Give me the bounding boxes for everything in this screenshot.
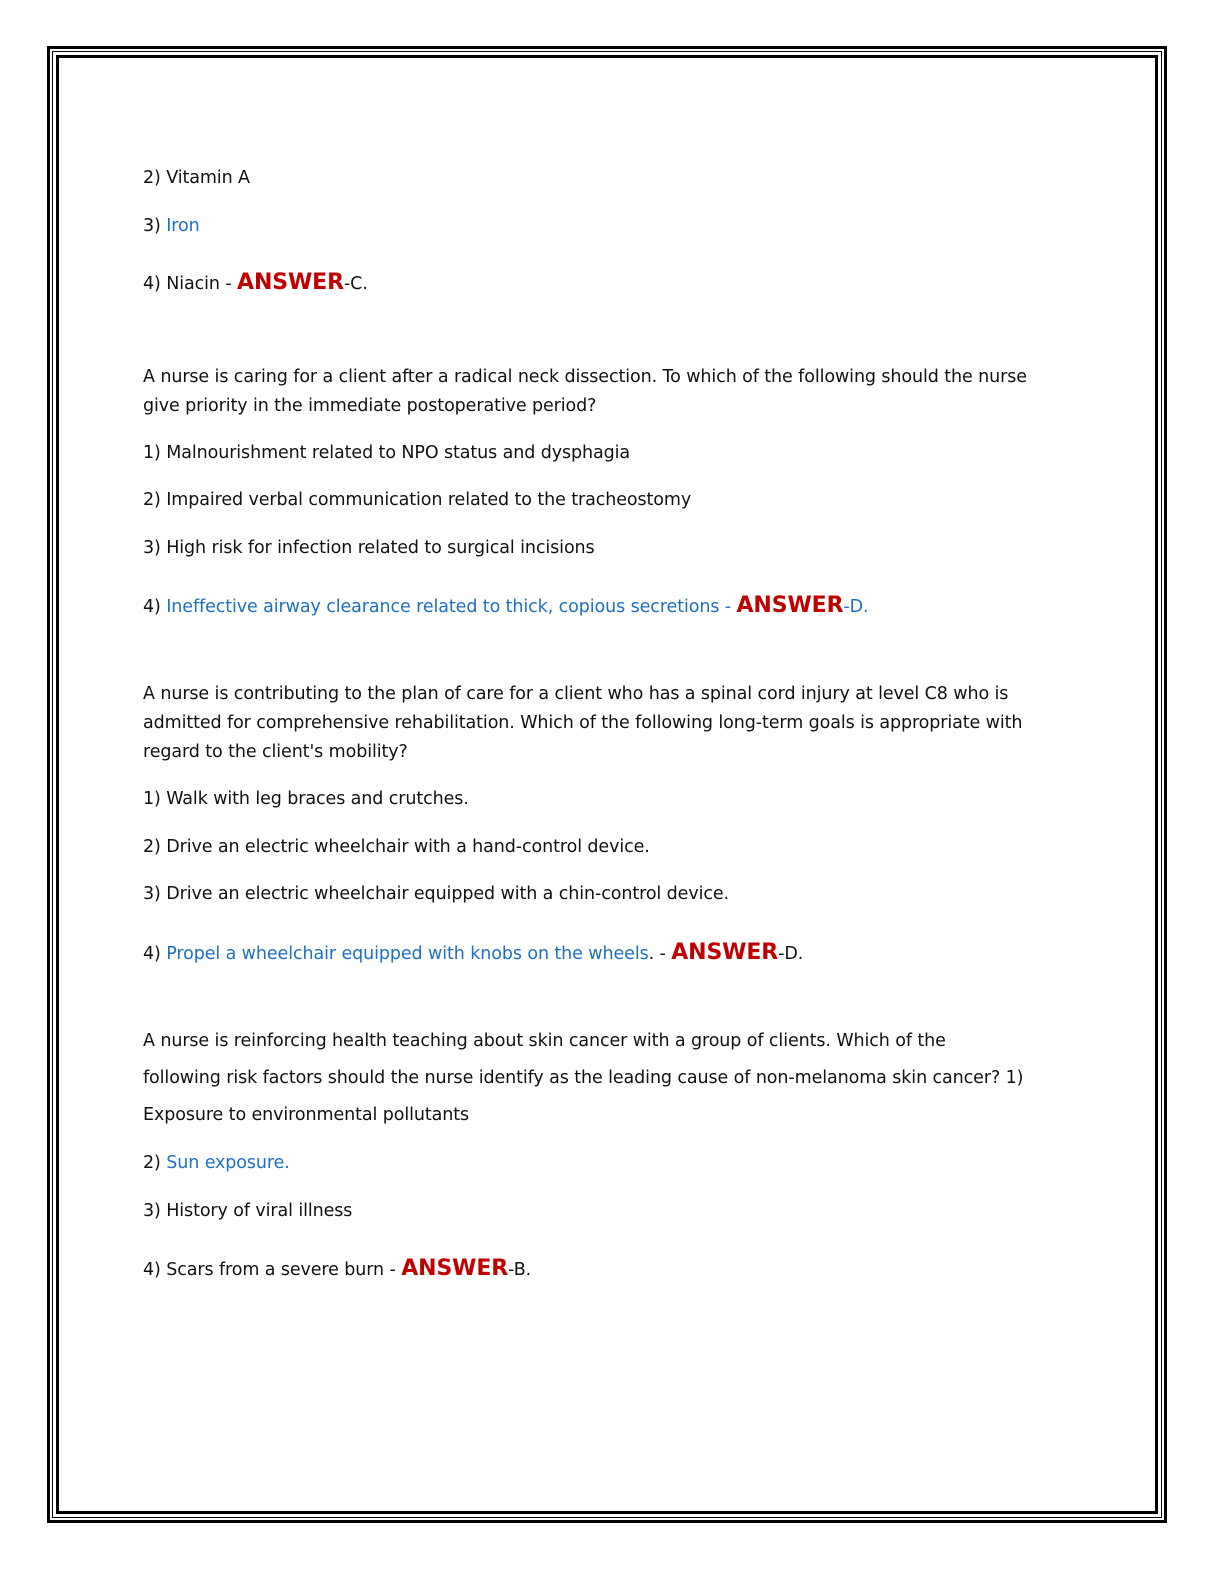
- prev-option-4: [143, 268, 368, 299]
- q3-option-4: [143, 1254, 531, 1285]
- q3-option-3: 3) History of viral illness: [143, 1201, 353, 1221]
- q1-option-2: 2) Impaired verbal communication related to the tracheostomy: [143, 490, 692, 510]
- answer-letter: -B.: [508, 1260, 532, 1280]
- q1-stem-line2: give priority in the immediate postoperative period?: [143, 396, 597, 416]
- prev-option-2: 2) Vitamin A: [143, 168, 250, 188]
- option-text: 4) Niacin -: [143, 274, 238, 294]
- q2-stem-line3: regard to the client's mobility?: [143, 742, 408, 762]
- option-separator: . -: [648, 944, 672, 964]
- q1-option-1: 1) Malnourishment related to NPO status and dysphagia: [143, 443, 630, 463]
- correct-option-text: Ineffective airway clearance related to thick, copious secretions -: [166, 597, 737, 617]
- q2-option-2: 2) Drive an electric wheelchair with a hand-control device.: [143, 837, 650, 857]
- q3-stem-line3: Exposure to environmental pollutants: [143, 1105, 469, 1125]
- q3-option-2: [143, 1149, 290, 1178]
- correct-option-text: Propel a wheelchair equipped with knobs on the wheels: [166, 944, 649, 964]
- prev-option-3: [143, 212, 200, 241]
- option-text: 4) Scars from a severe burn -: [143, 1260, 402, 1280]
- answer-letter: -D.: [843, 597, 869, 617]
- option-number: 2): [143, 1153, 167, 1173]
- option-number: 3): [143, 216, 167, 236]
- q2-option-4: [143, 938, 803, 969]
- q2-stem-line1: A nurse is contributing to the plan of care for a client who has a spinal cord injury at level C8 who is: [143, 684, 1009, 704]
- q2-option-1: 1) Walk with leg braces and crutches.: [143, 789, 469, 809]
- option-number: 4): [143, 944, 167, 964]
- q1-stem-line1: A nurse is caring for a client after a radical neck dissection. To which of the following should the nurse: [143, 367, 1027, 387]
- q2-stem-line2: admitted for comprehensive rehabilitation. Which of the following long-term goals is appropriate with: [143, 713, 1023, 733]
- answer-letter: -C.: [343, 274, 368, 294]
- answer-label: ANSWER: [671, 940, 779, 965]
- q2-option-3: 3) Drive an electric wheelchair equipped with a chin-control device.: [143, 884, 730, 904]
- q3-stem-line2: following risk factors should the nurse identify as the leading cause of non-melanoma skin cancer? 1): [143, 1068, 1024, 1088]
- answer-label: ANSWER: [401, 1256, 509, 1281]
- answer-label: ANSWER: [237, 270, 344, 295]
- q1-option-3: 3) High risk for infection related to surgical incisions: [143, 538, 595, 558]
- q1-option-4: [143, 591, 868, 622]
- answer-letter: -D.: [778, 944, 804, 964]
- option-number: 4): [143, 597, 167, 617]
- correct-option-text: Sun exposure.: [166, 1153, 290, 1173]
- answer-label: ANSWER: [736, 593, 844, 618]
- correct-option-text: Iron: [166, 216, 200, 236]
- q3-stem-line1: A nurse is reinforcing health teaching about skin cancer with a group of clients. Which of the: [143, 1031, 946, 1051]
